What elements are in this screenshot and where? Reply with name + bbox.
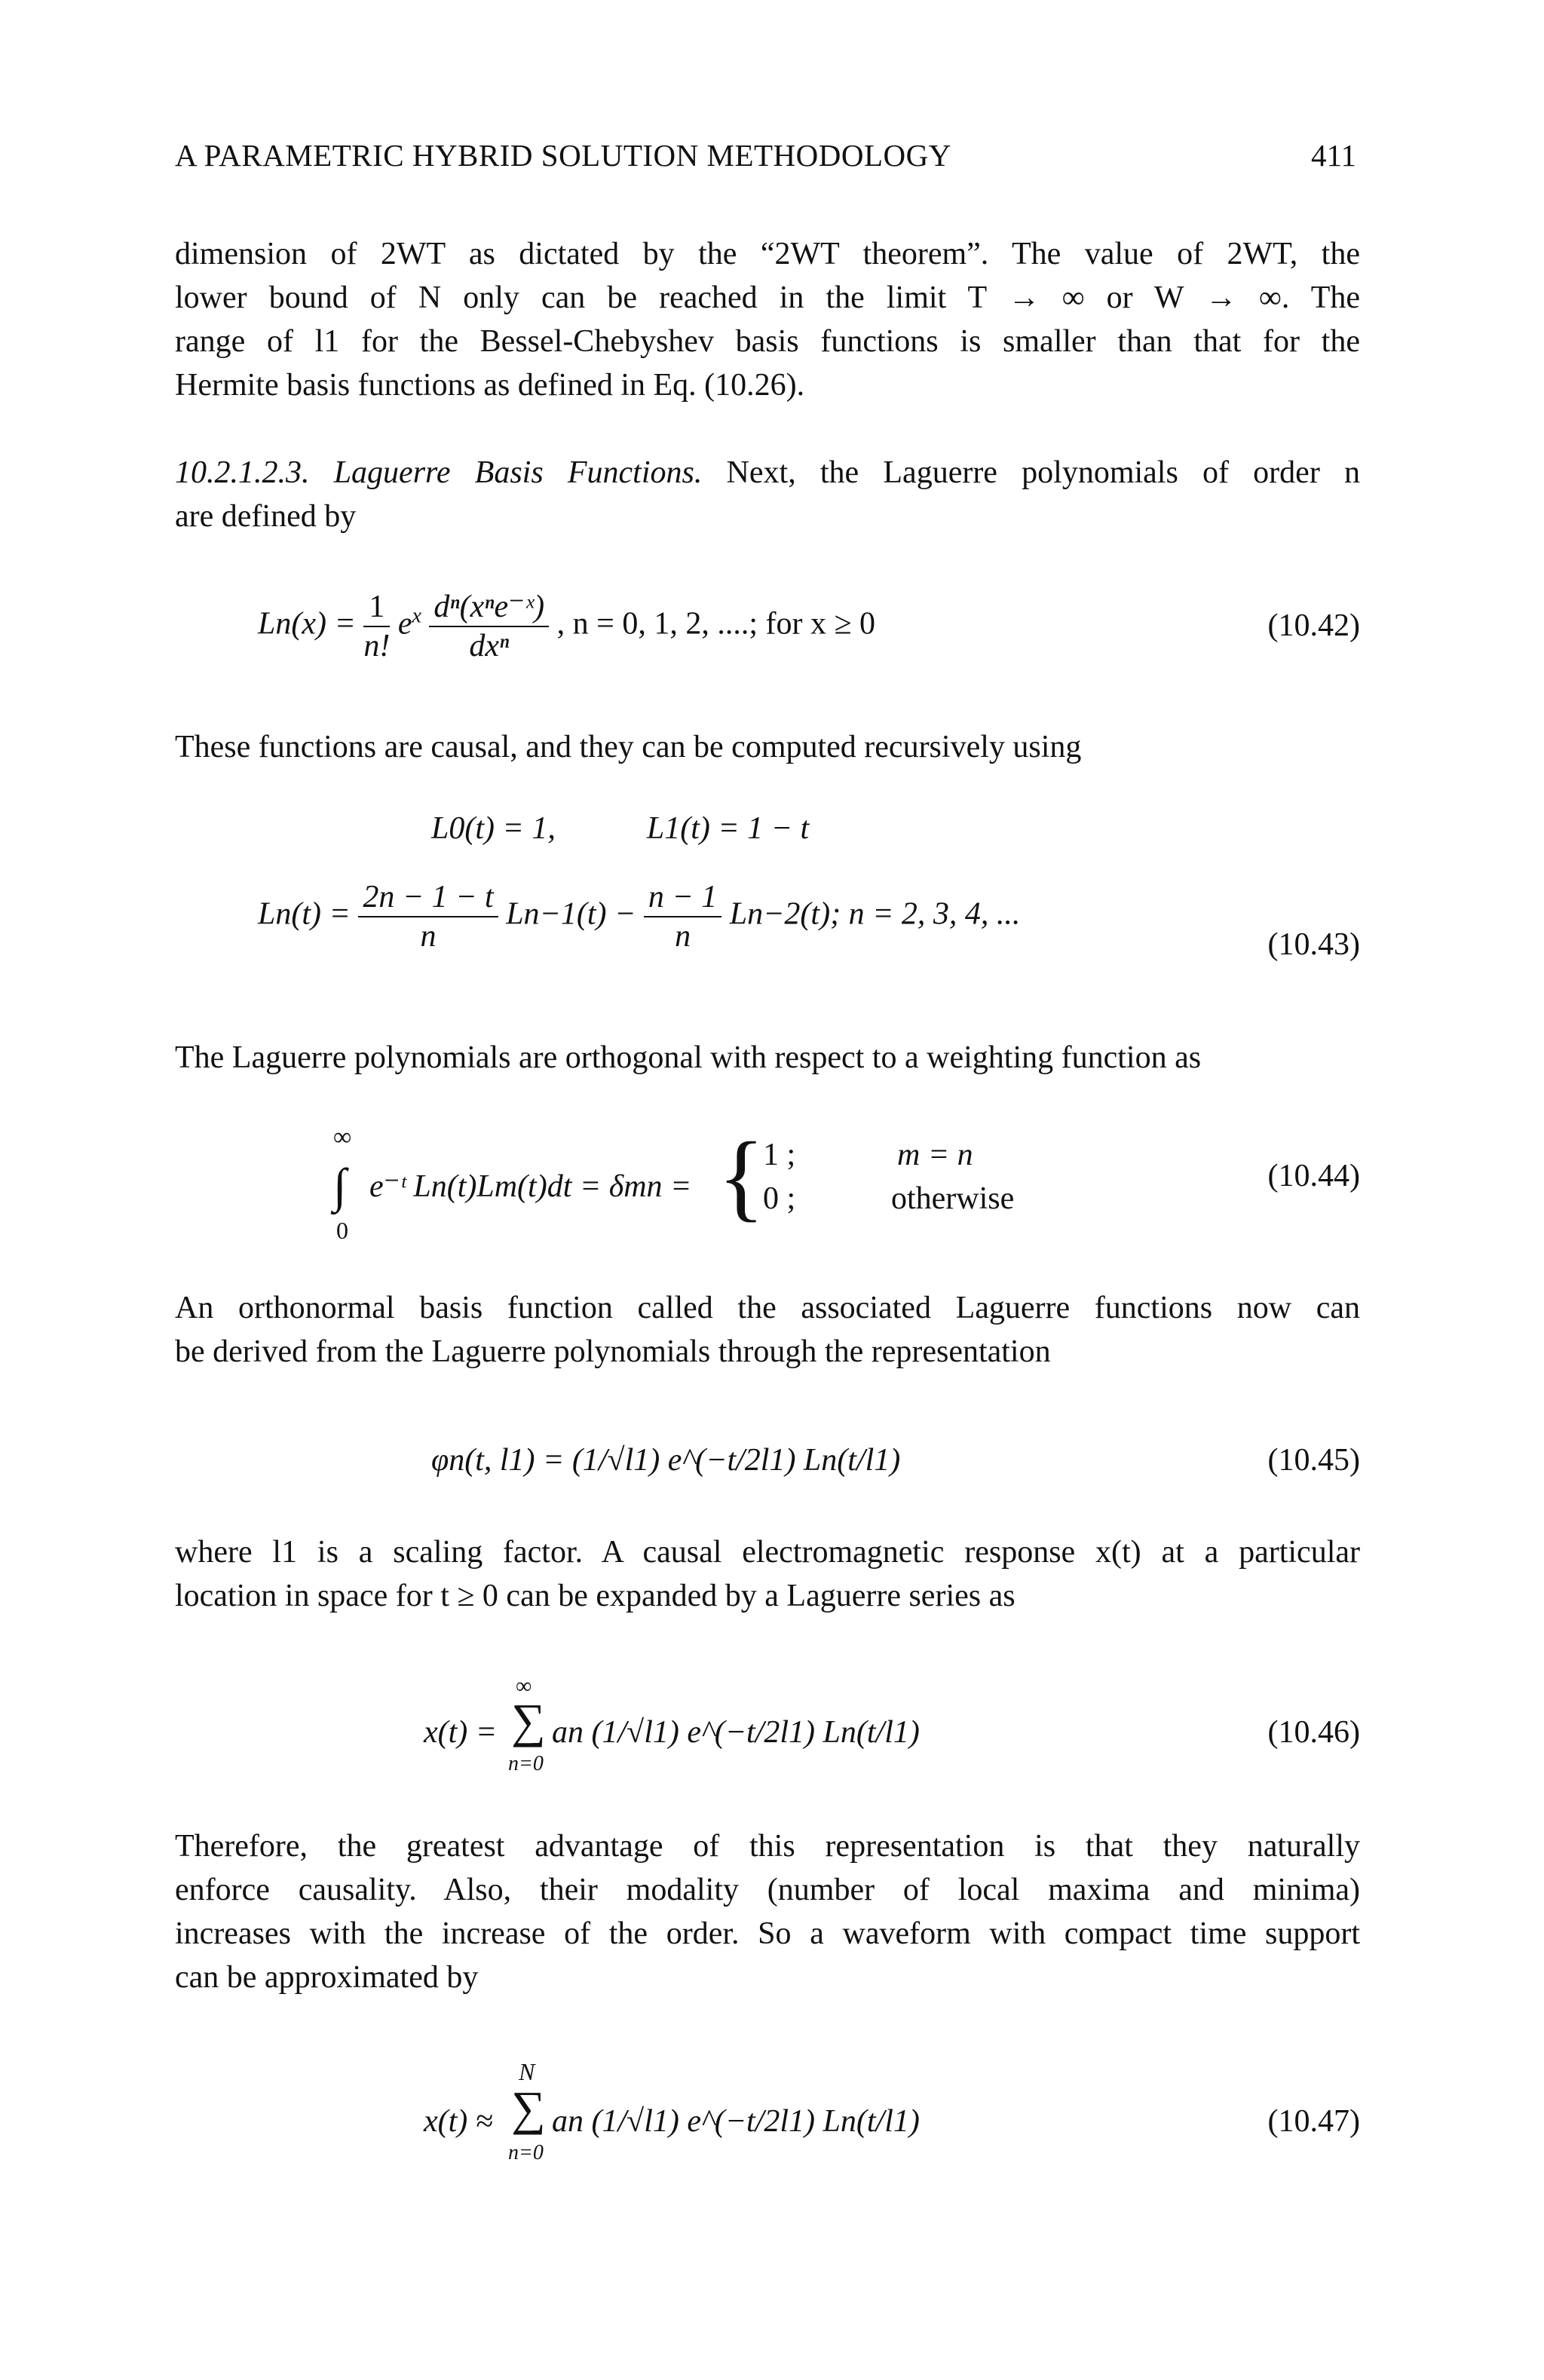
equation-number: (10.45) [1267,1443,1360,1478]
eq-sum-upper: ∞ [516,1674,532,1698]
eq-case1-cond: m = n [897,1138,973,1172]
paragraph-laguerre-intro [175,451,1360,538]
eq-sum-lower: n=0 [508,2141,544,2164]
eq-frac-den: n [420,919,437,954]
equation-number: (10.44) [1267,1159,1360,1193]
summation-sign-icon: ∑ [511,2081,546,2135]
equation-number: (10.47) [1267,2104,1360,2139]
eq-condition: , n = 0, 1, 2, ....; for x ≥ 0 [556,606,876,642]
eq-frac-den: n [675,919,691,954]
text-line: lower bound of N only can be reached in the limit T → ∞ or W → ∞. The [175,280,1360,315]
eq-rhs: an (1/√l1) e^(−t/2l1) Ln(t/l1) [552,1715,920,1750]
eq-rhs: an (1/√l1) e^(−t/2l1) Ln(t/l1) [552,2104,920,2139]
eq-mid: Ln−1(t) − [506,896,636,932]
paragraph-advantage [175,1824,1360,1999]
equation-10-47 [175,2058,1360,2171]
eq-lhs: x(t) = [424,1715,498,1750]
eq-integral-upper: ∞ [333,1123,352,1151]
section-heading: 10.2.1.2.3. Laguerre Basis Functions. [175,455,703,490]
text-line: The Laguerre polynomials are orthogonal with respect to a weighting function as [175,1040,1202,1075]
integral-sign-icon: ∫ [333,1159,347,1212]
equation-10-45 [175,1429,1360,1496]
text-line: are defined by [175,499,357,534]
eq-integral-lower: 0 [336,1217,348,1244]
equation-10-42 [175,580,1360,694]
running-header-title: A PARAMETRIC HYBRID SOLUTION METHODOLOGY [175,138,951,173]
equation-10-46 [175,1674,1360,1779]
eq-sum-lower: n=0 [508,1752,544,1775]
eq-exp-sup: x [412,604,421,628]
eq-lhs: Ln(t) = [258,896,351,932]
eq-lhs: x(t) ≈ [424,2104,493,2139]
eq-lhs: Ln(x) = [258,606,356,642]
eq-frac-den: dxⁿ [469,629,510,663]
text-line: can be approximated by [175,1960,479,1995]
page-number: 411 [1311,138,1356,173]
paragraph-laguerre-series [175,1530,1360,1618]
eq-case2-cond: otherwise [891,1181,1015,1216]
equation-10-44 [175,1123,1360,1251]
eq-sum-upper: N [519,2058,535,2085]
paragraph-orthogonality [175,1036,1360,1080]
equation-number: (10.46) [1267,1715,1360,1750]
eq-frac-num: n − 1 [644,878,721,917]
text-line: These functions are causal, and they can be computed recursively using [175,730,1082,764]
text-line: range of l1 for the Bessel-Chebyshev basis functions is smaller than that for the [175,324,1360,359]
eq-case2-val: 0 ; [763,1181,796,1216]
eq-frac-num: dⁿ(xⁿe⁻ˣ) [429,588,549,627]
eq-case1-val: 1 ; [763,1138,796,1172]
eq-line-recursion [258,878,1020,955]
eq-integrand: e⁻ᵗ Ln(t)Lm(t)dt = δmn = [369,1169,692,1204]
text-line: dimension of 2WT as dictated by the “2WT theorem”. The value of 2WT, the [175,237,1360,271]
left-brace-icon: { [718,1123,765,1231]
text-line: An orthonormal basis function called the associated Laguerre functions now can [175,1291,1360,1325]
text-line: where l1 is a scaling factor. A causal electromagnetic response x(t) at a particular [175,1535,1360,1570]
paragraph-orthonormal [175,1286,1360,1374]
equation-number: (10.43) [1267,927,1360,962]
text-line: location in space for t ≥ 0 can be expanded by a Laguerre series as [175,1579,1016,1613]
text-span: Next, the Laguerre polynomials of order n [702,455,1360,490]
eq-l0: L0(t) = 1, [431,811,556,846]
eq-frac-den: n! [363,629,391,663]
text-line: enforce causality. Also, their modality (number of local maxima and minima) [175,1873,1360,1907]
text-line: Hermite basis functions as defined in Eq. (10.26). [175,368,805,403]
equation-10-43 [175,810,1360,999]
eq-frac-num: 2n − 1 − t [358,878,498,917]
text-line: be derived from the Laguerre polynomials through the representation [175,1334,1051,1369]
eq-line-initial [431,810,809,847]
eq-tail: Ln−2(t); n = 2, 3, 4, ... [729,896,1021,932]
text-line: Therefore, the greatest advantage of this representation is that they naturally [175,1829,1360,1864]
eq-l1: L1(t) = 1 − t [646,811,810,846]
eq-exp-base: e [397,606,412,642]
equation-number: (10.42) [1267,608,1360,643]
paragraph-2wt-theorem [175,232,1360,407]
eq-frac-num: 1 [363,588,390,627]
text-line: increases with the increase of the order. So a waveform with compact time support [175,1916,1360,1951]
summation-sign-icon: ∑ [511,1694,546,1747]
paragraph-recursion [175,725,1360,769]
eq-expression: φn(t, l1) = (1/√l1) e^(−t/2l1) Ln(t/l1) [431,1443,901,1478]
